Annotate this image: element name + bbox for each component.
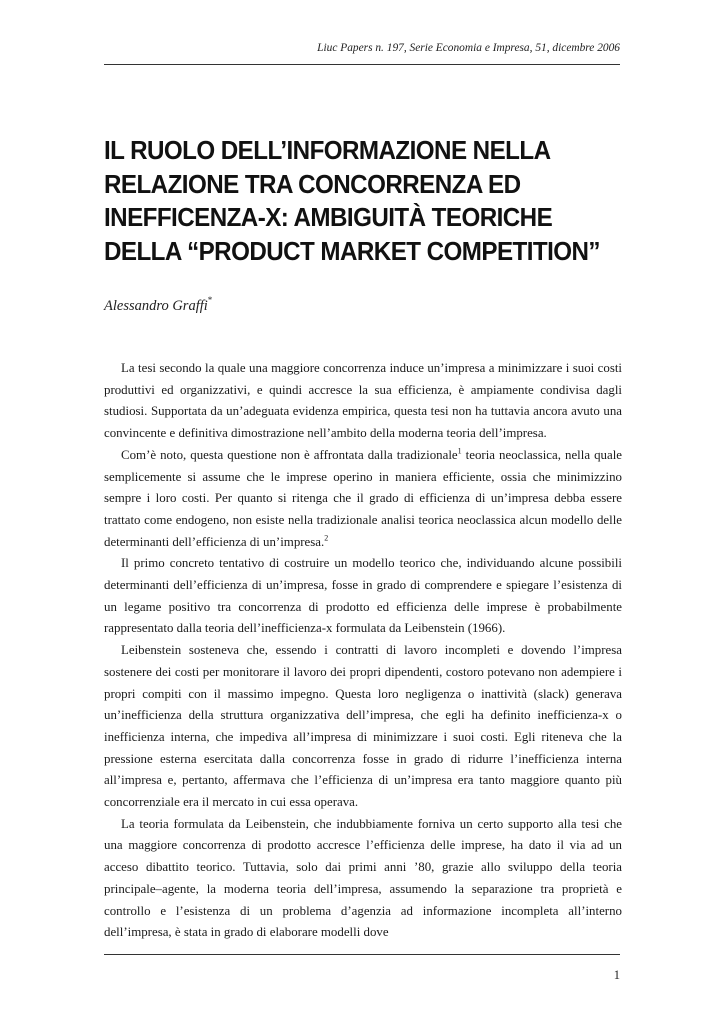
paragraph (104, 358, 622, 445)
footnote-ref-1[interactable]: 1 (457, 446, 462, 456)
page-number: 1 (613, 968, 620, 982)
header-rule (104, 64, 620, 65)
title-line: IL RUOLO DELL’INFORMAZIONE NELLA (104, 135, 551, 165)
author-name: Alessandro Graffi (104, 297, 208, 314)
footnote-ref-2[interactable]: 2 (324, 533, 329, 543)
author-footnote-marker[interactable]: * (207, 295, 213, 305)
paragraph-text: teoria neoclassica, nella quale semplicemente si assume che le imprese operino in maniera efficiente, ossia che minimizzino sempre i loro costi. Per quanto si ritenga che il grado di efficienza di un’impresa debba essere trattato come endogeno, non esiste nella tradizionale analisi teorica neoclassica alcun modello delle determinanti dell’efficienza di un’impresa. (104, 447, 622, 549)
paragraph-text: La teoria formulata da Leibenstein, che indubbiamente forniva un certo supporto alla tesi che una maggiore concorrenza di prodotto accresce l’efficienza delle imprese, ha dato il via ad un acceso dibattito teorico. Tuttavia, solo dai primi anni ’80, grazie allo sviluppo della teoria principale–agente, la moderna teoria dell’impresa, assumendo la separazione tra proprietà e controllo e l’esistenza di un problema d’agenzia ad informazione incompleta all’interno dell’impresa, è stata in grado di elaborare modelli dove (104, 816, 622, 940)
body-text (104, 358, 622, 944)
paragraph (104, 814, 622, 944)
paragraph (104, 553, 622, 640)
paragraph-text: La tesi secondo la quale una maggiore concorrenza induce un’impresa a minimizzare i suoi costi produttivi ed organizzativi, e quindi accresce la sua efficienza, è ampiamente condivisa dagli studiosi. Supportata da un’adeguata evidenza empirica, questa tesi non ha tuttavia ancora avuto una convincente e definitiva dimostrazione nell’ambito della moderna teoria dell’impresa. (104, 361, 622, 441)
footnote-separator (104, 954, 620, 955)
paragraph (104, 445, 622, 554)
paper-title (104, 134, 600, 268)
title-line: INEFFICENZA-X: AMBIGUITÀ TEORICHE (104, 202, 553, 232)
author-byline (104, 296, 212, 315)
paragraph-text: Leibenstein sosteneva che, essendo i contratti di lavoro incompleti e dovendo l’impresa sostenere dei costi per monitorare il lavoro dei propri dipendenti, costoro potevano non adempiere i propri compiti con il massimo impegno. Questa loro negligenza o inattività (slack) generava un’inefficienza della struttura organizzativa dell’impresa, che egli ha definito inefficienza-x o inefficienza interna, che impediva all’impresa di minimizzare i suoi costi. Egli riteneva che la pressione esterna esercitata dalla concorrenza fosse in grado di ridurre l’inefficienza interna all’impresa e, pertanto, affermava che l’efficienza di un’impresa era tanto maggiore quanto più concorrenziale era il mercato in cui essa operava. (104, 643, 622, 810)
paragraph (104, 640, 622, 814)
paragraph-text: Com’è noto, questa questione non è affrontata dalla tradizionale (121, 447, 458, 462)
paragraph-text: Il primo concreto tentativo di costruire un modello teorico che, individuando alcune possibili determinanti dell’efficienza di un’impresa, fosse in grado di comprendere e spiegare l’esistenza di un legame positivo tra concorrenza di prodotto ed efficienza delle imprese è probabilmente rappresentato dalla teoria dell’inefficienza-x formulata da Leibenstein (1966). (104, 556, 622, 636)
running-head: Liuc Papers n. 197, Serie Economia e Impresa, 51, dicembre 2006 (317, 42, 620, 54)
title-line: DELLA “PRODUCT MARKET COMPETITION” (104, 235, 600, 266)
title-line: RELAZIONE TRA CONCORRENZA ED (104, 168, 521, 199)
